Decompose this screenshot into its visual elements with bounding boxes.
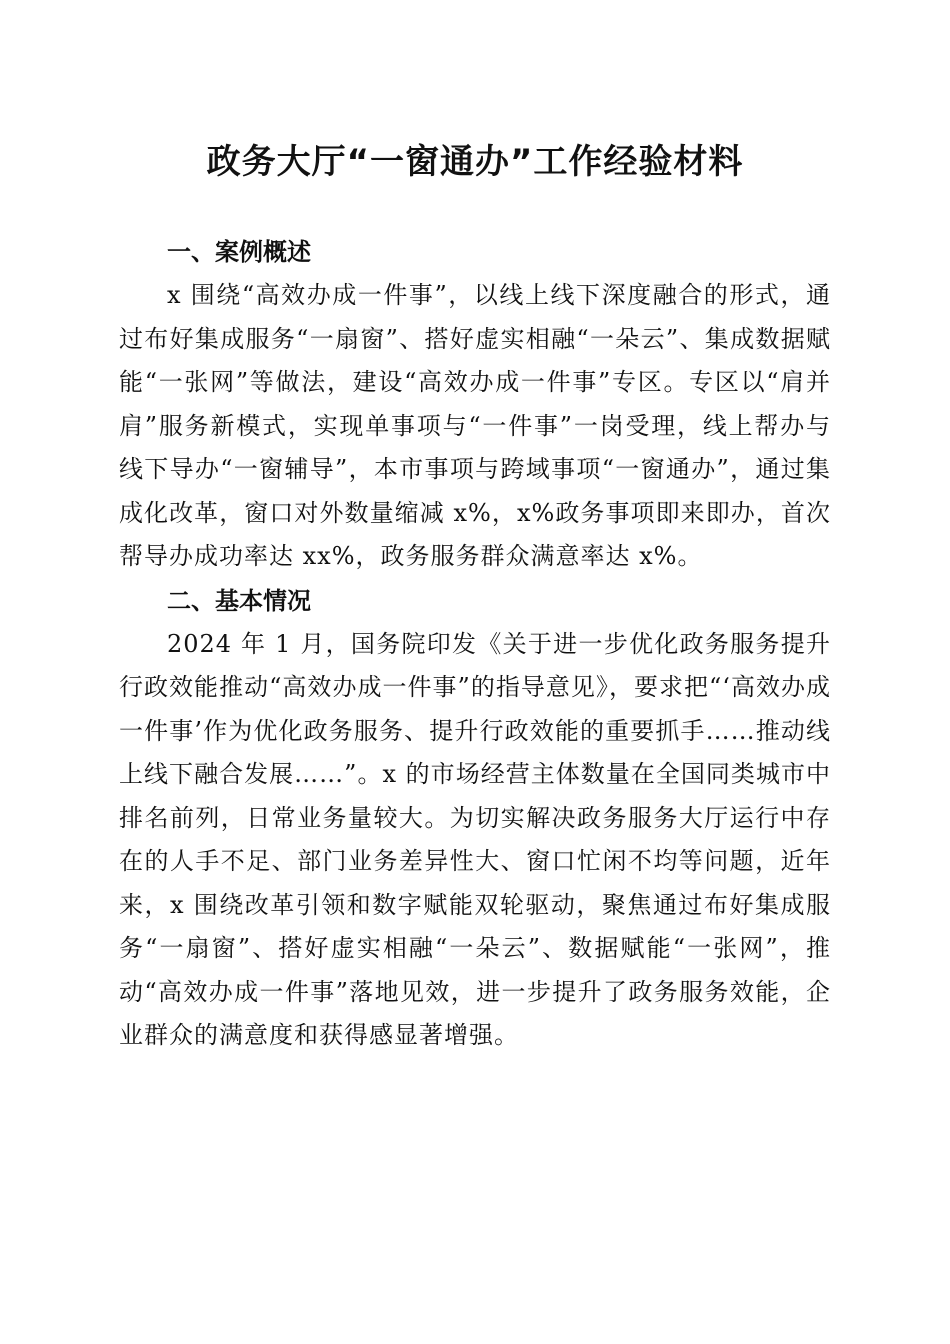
section-heading: 二、基本情况 [167, 586, 311, 615]
section-case-overview [119, 230, 831, 579]
section-heading: 一、案例概述 [167, 238, 311, 266]
section-paragraph: x 围绕“高效办成一件事”，以线上线下深度融合的形式，通过布好集成服务“一扇窗”、搭好虚实相融“一朵云”、集成数据赋能“一张网”等做法，建设“高效办成一件事”专区。专区以“肩并肩”服务新模式，实现单事项与“一件事”一岗受理，线上帮办与线下导办“一窗辅导”，本市事项与跨域事项“一窗通办”，通过集成化改革，窗口对外数量缩减 x%，x%政务事项即来即办，首次帮导办成功率达 xx%，政务服务群众满意率达 x%。 [119, 281, 831, 570]
section-paragraph: 2024 年 1 月，国务院印发《关于进一步优化政务服务提升行政效能推动“高效办成一件事”的指导意见》，要求把“‘高效办成一件事’作为优化政务服务、提升行政效能的重要抓手……推动线上线下融合发展……”。x 的市场经营主体数量在全国同类城市中排名前列，日常业务量较大。为切实解决政务服务大厅运行中存在的人手不足、部门业务差异性大、窗口忙闲不均等问题，近年来，x 围绕改革引领和数字赋能双轮驱动，聚焦通过布好集成服务“一扇窗”、搭好虚实相融“一朵云”、数据赋能“一张网”，推动“高效办成一件事”落地见效，进一步提升了政务服务效能，企业群众的满意度和获得感显著增强。 [119, 629, 831, 1049]
document-body [119, 230, 831, 1058]
document-title: 政务大厅“一窗通办”工作经验材料 [206, 142, 744, 182]
section-basic-situation [119, 579, 831, 1058]
